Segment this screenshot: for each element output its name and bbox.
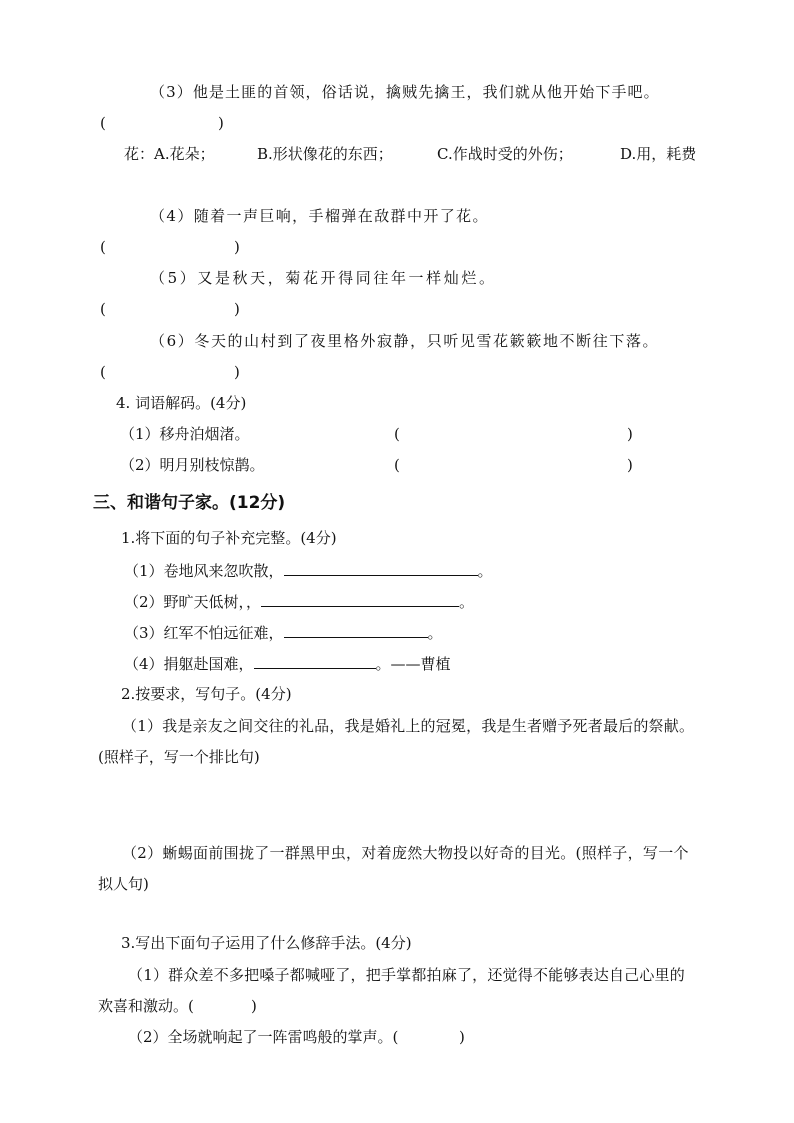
s3-q1-item-4: [124, 654, 451, 674]
s3-q1-item-1-after: 。: [477, 562, 493, 580]
s3-q1-item-3-after: 。: [427, 624, 443, 642]
decode-item-1-open: (: [394, 425, 400, 443]
s3-q1-item-1-before: （1）卷地风来忽吹散，: [124, 562, 284, 580]
s3-q1-item-2-blank[interactable]: [261, 592, 459, 607]
q3-option-b: B.形状像花的东西；: [257, 145, 393, 163]
q5-sentence: （5）又是秋天，菊花开得同往年一样灿烂。: [150, 269, 497, 287]
s3-q2-item-1-line-2: (照样子，写一个排比句): [98, 748, 260, 766]
s3-q1-item-4-blank[interactable]: [254, 654, 376, 669]
s3-q1-item-4-before: （4）捐躯赴国难，: [124, 655, 254, 673]
decode-item-2: （2）明月别枝惊鹊。: [120, 456, 265, 474]
s3-q1-item-1-blank[interactable]: [284, 561, 478, 576]
decode-title: 4. 词语解码。(4分): [116, 394, 247, 412]
s3-q1-item-3-before: （3）红军不怕远征难，: [124, 624, 284, 642]
s3-q2-title: 2.按要求，写句子。(4分): [121, 685, 292, 703]
q4-answer-close: ): [234, 238, 240, 256]
q6-sentence: （6）冬天的山村到了夜里格外寂静，只听见雪花簌簌地不断往下落。: [150, 332, 660, 350]
q3-option-d: D.用，耗费: [620, 145, 697, 163]
q3-option-a: 花：A.花朵；: [124, 145, 215, 163]
q3-answer-close: ): [218, 114, 224, 132]
q3-answer-open: (: [100, 114, 106, 132]
q3-sentence: （3）他是土匪的首领，俗话说，擒贼先擒王，我们就从他开始下手吧。: [150, 83, 660, 101]
s3-q2-item-2-line-1: （2）蜥蜴面前围拢了一群黑甲虫，对着庞然大物投以好奇的目光。(照样子，写一个: [122, 844, 689, 862]
q6-answer-open: (: [100, 363, 106, 381]
s3-q1-title: 1.将下面的句子补充完整。(4分): [121, 529, 337, 547]
q6-answer-close: ): [234, 363, 240, 381]
s3-q2-item-1-line-1: （1）我是亲友之间交往的礼品，我是婚礼上的冠冕，我是生者赠予死者最后的祭献。: [122, 717, 695, 735]
q4-sentence: （4）随着一声巨响，手榴弹在敌群中开了花。: [150, 207, 489, 225]
s3-q1-item-3: [124, 623, 443, 643]
q4-answer-open: (: [100, 238, 106, 256]
s3-q1-item-2-after: 。: [459, 593, 475, 611]
s3-q3-item-1-line-1: （1）群众差不多把嗓子都喊哑了，把手掌都拍麻了，还觉得不能够表达自己心里的: [128, 966, 685, 984]
decode-item-2-open: (: [394, 456, 400, 474]
decode-item-2-close: ): [627, 456, 633, 474]
s3-q1-item-1: [124, 561, 493, 581]
q5-answer-open: (: [100, 300, 106, 318]
s3-q2-item-2-line-2: 拟人句): [98, 875, 149, 893]
s3-q3-item-2: （2）全场就响起了一阵雷鸣般的掌声。(: [128, 1028, 399, 1046]
s3-q3-item-2-close: ): [459, 1028, 465, 1046]
s3-q3-item-1-line-2: 欢喜和激动。(: [98, 997, 194, 1015]
s3-q1-item-4-after: 。——曹植: [375, 655, 451, 673]
decode-item-1: （1）移舟泊烟渚。: [120, 425, 250, 443]
s3-q1-item-2: [124, 592, 474, 612]
s3-q3-title: 3.写出下面句子运用了什么修辞手法。(4分): [121, 934, 412, 952]
q3-option-c: C.作战时受的外伤；: [437, 145, 573, 163]
section-3-title: 三、和谐句子家。(12分): [93, 493, 286, 513]
s3-q1-item-3-blank[interactable]: [284, 623, 428, 638]
q5-answer-close: ): [234, 300, 240, 318]
decode-item-1-close: ): [627, 425, 633, 443]
s3-q3-item-1-close: ): [251, 997, 257, 1015]
s3-q1-item-2-before: （2）野旷天低树，，: [124, 593, 262, 611]
